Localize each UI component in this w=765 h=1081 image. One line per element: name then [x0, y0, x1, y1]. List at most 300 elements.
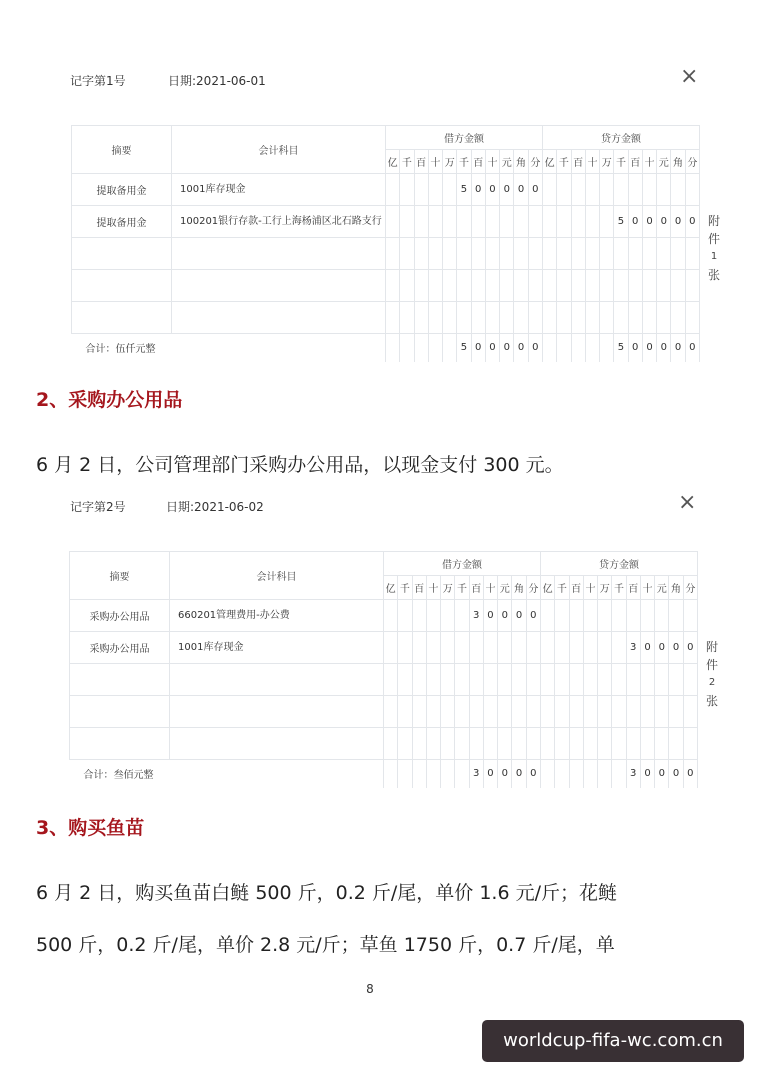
unit-header: 亿: [541, 576, 555, 600]
debit-digit: 0: [512, 600, 526, 632]
empty-cell: [555, 696, 569, 728]
empty-cell: [70, 728, 170, 760]
empty-cell: [441, 728, 455, 760]
empty-cell: [483, 696, 497, 728]
unit-header: 千: [612, 576, 626, 600]
empty-cell: [598, 664, 612, 696]
empty-cell: [500, 238, 514, 270]
empty-cell: [455, 664, 469, 696]
empty-cell: [655, 728, 669, 760]
unit-header: 亿: [384, 576, 398, 600]
total-digit: 5: [457, 334, 471, 362]
debit-digit: [384, 600, 398, 632]
empty-cell: [400, 302, 414, 334]
debit-digit: [485, 206, 499, 238]
total-digit: 0: [683, 760, 697, 788]
empty-cell: [671, 302, 685, 334]
debit-digit: [398, 600, 412, 632]
unit-header: 十: [585, 150, 599, 174]
table-row: [72, 174, 700, 206]
empty-cell: [569, 664, 583, 696]
empty-cell: [600, 302, 614, 334]
credit-digit: [600, 206, 614, 238]
empty-cell: [642, 238, 656, 270]
attach-label: 件: [707, 232, 720, 246]
unit-header: 百: [569, 576, 583, 600]
empty-cell: [626, 696, 640, 728]
unit-header: 分: [683, 576, 697, 600]
row-account: 1001库存现金: [170, 632, 384, 664]
credit-digit: [642, 174, 656, 206]
credit-digit: [541, 632, 555, 664]
credit-digit: 0: [685, 206, 699, 238]
empty-cell: [557, 302, 571, 334]
unit-header: 十: [426, 576, 440, 600]
debit-digit: [428, 174, 442, 206]
empty-cell: [543, 302, 557, 334]
unit-header: 角: [512, 576, 526, 600]
empty-cell: [443, 302, 457, 334]
empty-cell: [498, 728, 512, 760]
empty-cell: [598, 728, 612, 760]
attachment-count: [703, 638, 721, 710]
empty-cell: [485, 270, 499, 302]
empty-cell: [471, 270, 485, 302]
total-label: 合计：叁佰元整: [70, 760, 384, 788]
empty-cell: [512, 728, 526, 760]
total-digit: [428, 334, 442, 362]
empty-cell: [543, 270, 557, 302]
empty-cell: [400, 238, 414, 270]
empty-cell: [569, 728, 583, 760]
unit-header: 角: [671, 150, 685, 174]
unit-header: 百: [414, 150, 428, 174]
total-digit: [398, 760, 412, 788]
empty-cell: [471, 238, 485, 270]
empty-cell: [671, 270, 685, 302]
unit-header: 千: [614, 150, 628, 174]
empty-cell: [585, 238, 599, 270]
empty-cell: [441, 664, 455, 696]
empty-cell: [640, 728, 654, 760]
empty-cell: [514, 238, 528, 270]
credit-digit: [569, 600, 583, 632]
unit-header: 十: [485, 150, 499, 174]
attach-count: 1: [710, 251, 718, 262]
empty-cell: [569, 696, 583, 728]
debit-digit: 3: [469, 600, 483, 632]
unit-header: 百: [571, 150, 585, 174]
empty-cell: [685, 238, 699, 270]
empty-cell: [628, 238, 642, 270]
row-summary: 采购办公用品: [70, 632, 170, 664]
empty-cell: [528, 270, 542, 302]
debit-digit: [471, 206, 485, 238]
total-digit: 0: [514, 334, 528, 362]
empty-cell: [583, 664, 597, 696]
empty-cell: [414, 238, 428, 270]
total-digit: 0: [669, 760, 683, 788]
empty-cell: [612, 696, 626, 728]
summary-header: 摘要: [72, 126, 172, 174]
empty-cell: [512, 696, 526, 728]
credit-digit: 0: [640, 632, 654, 664]
unit-header: 分: [526, 576, 540, 600]
section-text: 500 斤，0.2 斤/尾，单价 2.8 元/斤；草鱼 1750 斤，0.7 斤/尾，单: [36, 934, 615, 956]
debit-digit: [400, 174, 414, 206]
empty-cell: [398, 696, 412, 728]
empty-cell: [412, 664, 426, 696]
total-digit: 0: [671, 334, 685, 362]
unit-header: 万: [598, 576, 612, 600]
credit-digit: [583, 632, 597, 664]
credit-digit: 3: [626, 632, 640, 664]
page-number: 8: [366, 982, 374, 996]
table-row: [70, 696, 698, 728]
empty-cell: [585, 270, 599, 302]
debit-digit: 0: [514, 174, 528, 206]
credit-digit: 0: [669, 632, 683, 664]
empty-cell: [72, 270, 172, 302]
empty-cell: [426, 664, 440, 696]
credit-digit: [612, 632, 626, 664]
credit-digit: [583, 600, 597, 632]
empty-cell: [640, 696, 654, 728]
total-digit: [443, 334, 457, 362]
voucher-table: [71, 125, 700, 362]
credit-header: 贷方金额: [543, 126, 700, 150]
total-digit: [598, 760, 612, 788]
row-account: 100201银行存款-工行上海杨浦区北石路支行: [172, 206, 386, 238]
total-digit: 3: [626, 760, 640, 788]
empty-cell: [626, 664, 640, 696]
total-digit: 0: [500, 334, 514, 362]
debit-digit: [455, 632, 469, 664]
empty-cell: [541, 728, 555, 760]
credit-digit: [626, 600, 640, 632]
total-digit: [414, 334, 428, 362]
empty-cell: [441, 696, 455, 728]
unit-header: 千: [555, 576, 569, 600]
unit-header: 十: [583, 576, 597, 600]
credit-digit: [598, 600, 612, 632]
empty-cell: [457, 302, 471, 334]
debit-digit: [428, 206, 442, 238]
empty-cell: [384, 728, 398, 760]
debit-digit: [412, 632, 426, 664]
total-digit: [571, 334, 585, 362]
empty-cell: [683, 664, 697, 696]
debit-digit: [426, 600, 440, 632]
empty-cell: [557, 270, 571, 302]
empty-cell: [469, 696, 483, 728]
table-row: [72, 270, 700, 302]
empty-cell: [526, 664, 540, 696]
empty-cell: [457, 270, 471, 302]
total-digit: [612, 760, 626, 788]
attachment-count: [705, 212, 723, 284]
credit-digit: [671, 174, 685, 206]
empty-cell: [614, 238, 628, 270]
debit-header: 借方金额: [384, 552, 541, 576]
total-digit: [600, 334, 614, 362]
debit-digit: [455, 600, 469, 632]
close-icon[interactable]: ×: [678, 490, 697, 515]
empty-cell: [528, 302, 542, 334]
empty-cell: [386, 302, 400, 334]
empty-cell: [498, 696, 512, 728]
empty-cell: [172, 302, 386, 334]
unit-header: 元: [498, 576, 512, 600]
empty-cell: [571, 302, 585, 334]
empty-cell: [640, 664, 654, 696]
total-digit: 0: [498, 760, 512, 788]
debit-digit: [528, 206, 542, 238]
total-digit: [555, 760, 569, 788]
account-header: 会计科目: [172, 126, 386, 174]
unit-header: 分: [528, 150, 542, 174]
attach-label: 附: [707, 214, 720, 228]
table-row: [70, 600, 698, 632]
debit-digit: 0: [526, 600, 540, 632]
empty-cell: [485, 238, 499, 270]
credit-digit: [657, 174, 671, 206]
empty-cell: [626, 728, 640, 760]
empty-cell: [669, 664, 683, 696]
empty-cell: [642, 270, 656, 302]
row-account: 660201管理费用-办公费: [170, 600, 384, 632]
row-account: 1001库存现金: [172, 174, 386, 206]
credit-digit: [543, 174, 557, 206]
table-row: [70, 632, 698, 664]
empty-cell: [500, 302, 514, 334]
empty-cell: [469, 728, 483, 760]
empty-cell: [469, 664, 483, 696]
credit-digit: 0: [683, 632, 697, 664]
empty-cell: [628, 302, 642, 334]
attach-count: 2: [708, 677, 716, 688]
credit-digit: 0: [642, 206, 656, 238]
credit-digit: [612, 600, 626, 632]
empty-cell: [455, 728, 469, 760]
empty-cell: [384, 664, 398, 696]
debit-digit: [469, 632, 483, 664]
empty-cell: [614, 302, 628, 334]
total-digit: [585, 334, 599, 362]
empty-cell: [72, 238, 172, 270]
unit-header: 百: [626, 576, 640, 600]
voucher-date: 日期:2021-06-01: [168, 74, 266, 88]
debit-digit: [426, 632, 440, 664]
empty-cell: [386, 270, 400, 302]
debit-digit: [498, 632, 512, 664]
empty-cell: [600, 270, 614, 302]
credit-digit: 5: [614, 206, 628, 238]
debit-digit: [386, 174, 400, 206]
unit-header: 十: [642, 150, 656, 174]
total-digit: [583, 760, 597, 788]
empty-cell: [657, 238, 671, 270]
credit-digit: [571, 174, 585, 206]
unit-header: 千: [398, 576, 412, 600]
unit-header: 万: [443, 150, 457, 174]
total-digit: 3: [469, 760, 483, 788]
total-digit: 0: [471, 334, 485, 362]
empty-cell: [655, 664, 669, 696]
unit-header: 百: [628, 150, 642, 174]
debit-digit: 0: [500, 174, 514, 206]
debit-digit: 0: [498, 600, 512, 632]
empty-cell: [671, 238, 685, 270]
empty-cell: [426, 696, 440, 728]
total-digit: [412, 760, 426, 788]
credit-digit: 0: [628, 206, 642, 238]
unit-header: 万: [600, 150, 614, 174]
empty-cell: [471, 302, 485, 334]
debit-digit: [443, 206, 457, 238]
debit-digit: [400, 206, 414, 238]
empty-cell: [612, 728, 626, 760]
empty-cell: [485, 302, 499, 334]
unit-header: 千: [457, 150, 471, 174]
empty-cell: [412, 696, 426, 728]
empty-cell: [669, 696, 683, 728]
credit-digit: 0: [671, 206, 685, 238]
empty-cell: [72, 302, 172, 334]
empty-cell: [70, 696, 170, 728]
total-digit: 0: [528, 334, 542, 362]
credit-digit: [555, 632, 569, 664]
empty-cell: [172, 238, 386, 270]
credit-digit: [640, 600, 654, 632]
watermark: worldcup-fifa-wc.com.cn: [482, 1020, 744, 1062]
unit-header: 千: [557, 150, 571, 174]
total-digit: 0: [657, 334, 671, 362]
debit-digit: [457, 206, 471, 238]
empty-cell: [541, 696, 555, 728]
total-digit: 0: [512, 760, 526, 788]
empty-cell: [428, 302, 442, 334]
row-summary: 提取备用金: [72, 206, 172, 238]
empty-cell: [426, 728, 440, 760]
total-digit: [441, 760, 455, 788]
credit-digit: [683, 600, 697, 632]
total-digit: [557, 334, 571, 362]
total-digit: 5: [614, 334, 628, 362]
debit-digit: [514, 206, 528, 238]
unit-header: 分: [685, 150, 699, 174]
debit-digit: [414, 206, 428, 238]
credit-digit: [685, 174, 699, 206]
empty-cell: [583, 728, 597, 760]
debit-header: 借方金额: [386, 126, 543, 150]
empty-cell: [443, 238, 457, 270]
empty-cell: [414, 270, 428, 302]
total-digit: [384, 760, 398, 788]
empty-cell: [669, 728, 683, 760]
attach-label: 张: [705, 694, 718, 708]
empty-cell: [170, 664, 384, 696]
credit-digit: [541, 600, 555, 632]
credit-header: 贷方金额: [541, 552, 698, 576]
credit-digit: 0: [655, 632, 669, 664]
total-digit: [455, 760, 469, 788]
total-digit: [386, 334, 400, 362]
empty-cell: [455, 696, 469, 728]
row-summary: 提取备用金: [72, 174, 172, 206]
total-digit: 0: [640, 760, 654, 788]
empty-cell: [398, 664, 412, 696]
account-header: 会计科目: [170, 552, 384, 600]
empty-cell: [528, 238, 542, 270]
empty-cell: [483, 664, 497, 696]
empty-cell: [526, 728, 540, 760]
table-row: [72, 238, 700, 270]
total-digit: 0: [642, 334, 656, 362]
section-text: 6 月 2 日，购买鱼苗白鲢 500 斤，0.2 斤/尾，单价 1.6 元/斤；花鲢: [36, 882, 617, 904]
empty-cell: [428, 238, 442, 270]
credit-digit: [543, 206, 557, 238]
empty-cell: [642, 302, 656, 334]
empty-cell: [172, 270, 386, 302]
unit-header: 元: [657, 150, 671, 174]
total-digit: [543, 334, 557, 362]
empty-cell: [685, 270, 699, 302]
credit-digit: [571, 206, 585, 238]
table-row: [70, 728, 698, 760]
section-text: 6 月 2 日，公司管理部门采购办公用品，以现金支付 300 元。: [36, 454, 564, 476]
empty-cell: [412, 728, 426, 760]
empty-cell: [498, 664, 512, 696]
empty-cell: [557, 238, 571, 270]
empty-cell: [512, 664, 526, 696]
debit-digit: 0: [483, 600, 497, 632]
total-digit: [426, 760, 440, 788]
debit-digit: [512, 632, 526, 664]
unit-header: 千: [400, 150, 414, 174]
empty-cell: [500, 270, 514, 302]
close-icon[interactable]: ×: [680, 64, 699, 89]
section-heading: 3、购买鱼苗: [36, 817, 145, 839]
credit-digit: [555, 600, 569, 632]
attach-label: 张: [707, 268, 720, 282]
table-row: [70, 664, 698, 696]
debit-digit: [398, 632, 412, 664]
unit-header: 百: [412, 576, 426, 600]
debit-digit: [412, 600, 426, 632]
empty-cell: [386, 238, 400, 270]
total-digit: 0: [628, 334, 642, 362]
empty-cell: [70, 664, 170, 696]
debit-digit: 0: [485, 174, 499, 206]
total-digit: 0: [526, 760, 540, 788]
empty-cell: [457, 238, 471, 270]
debit-digit: [500, 206, 514, 238]
empty-cell: [526, 696, 540, 728]
empty-cell: [398, 728, 412, 760]
empty-cell: [571, 270, 585, 302]
total-digit: 0: [485, 334, 499, 362]
unit-header: 十: [428, 150, 442, 174]
empty-cell: [683, 728, 697, 760]
empty-cell: [543, 238, 557, 270]
total-digit: [400, 334, 414, 362]
debit-digit: [386, 206, 400, 238]
unit-header: 元: [500, 150, 514, 174]
unit-header: 角: [669, 576, 683, 600]
unit-header: 万: [441, 576, 455, 600]
summary-header: 摘要: [70, 552, 170, 600]
